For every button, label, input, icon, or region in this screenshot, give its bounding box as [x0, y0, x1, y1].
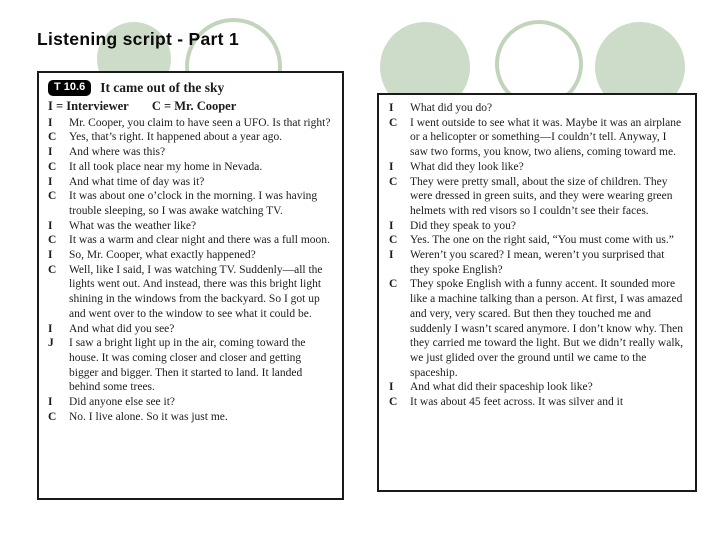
script-title: It came out of the sky — [100, 79, 225, 95]
speaker-label: C — [389, 116, 398, 129]
dialogue-line — [389, 277, 685, 380]
speaker-label: C — [48, 131, 57, 144]
dialogue-line — [48, 145, 333, 160]
dialogue-text: It all took place near my home in Nevada. — [69, 160, 263, 173]
speaker-label: C — [389, 234, 398, 247]
dialogue-line — [48, 248, 333, 263]
dialogue-text: And where was this? — [69, 146, 166, 159]
speaker-label: C — [389, 278, 398, 291]
dialogue-line — [389, 395, 685, 410]
dialogue-text: No. I live alone. So it was just me. — [69, 410, 228, 423]
dialogue-line — [389, 175, 685, 219]
dialogue-line — [48, 130, 333, 145]
speaker-label: I — [389, 219, 394, 232]
speaker-label: C — [48, 234, 57, 247]
dialogue-line — [48, 395, 333, 410]
dialogue-text: What did you do? — [410, 102, 493, 114]
dialogue-text: They spoke English with a funny accent. It sounded more like a machine talking than a person. At first, I was amazed and very, very scared. But then they touched me and suddenly I wasn’t scared anymore. I don’t know why. Then they carried me toward the light. But we didn’t really walk, we just glided over the ground until we came to the spaceship. — [410, 278, 684, 379]
speaker-label: C — [48, 190, 57, 203]
script-heading-row — [48, 80, 333, 96]
script-box-left — [37, 71, 344, 500]
dialogue-line — [48, 116, 333, 131]
dialogue-line — [48, 160, 333, 175]
dialogue-line — [389, 233, 685, 248]
speaker-key — [48, 99, 333, 114]
dialogue-text: I went outside to see what it was. Maybe it was an airplane or a helicopter or something—I couldn’t tell. Anyway, I saw two forms, you know, two aliens, coming toward me. — [410, 116, 682, 159]
speaker-label: I — [48, 396, 53, 409]
speaker-label: I — [48, 175, 53, 188]
speaker-label: I — [48, 322, 53, 335]
dialogue-line — [389, 160, 685, 175]
dialogue-line — [389, 248, 685, 277]
dialogue-line — [48, 336, 333, 395]
dialogue-text: They were pretty small, about the size of children. They were dressed in green suits, and they were wearing green helmets with red visors so I couldn’t see their faces. — [410, 175, 673, 217]
speaker-label: C — [389, 175, 398, 188]
dialogue-line — [389, 380, 685, 395]
speaker-label: J — [48, 337, 54, 350]
speaker-label: I — [389, 160, 394, 173]
script-box-right — [377, 93, 697, 492]
speaker-key-cooper: C = Mr. Cooper — [151, 99, 237, 113]
speaker-label: C — [48, 160, 57, 173]
speaker-label: I — [48, 249, 53, 262]
dialogue-text: It was about 45 feet across. It was silver and it — [410, 396, 624, 409]
speaker-label: I — [48, 116, 53, 129]
speaker-label: C — [48, 410, 57, 423]
dialogue-text: Well, like I said, I was watching TV. Suddenly—all the lights went out. And instead, there was this bright light shining in the windows from the backyard. So I got up and went over to the window to see what it could be. — [69, 263, 323, 320]
dialogue-line — [389, 101, 685, 116]
speaker-label: C — [389, 396, 398, 409]
dialogue-text: And what time of day was it? — [69, 175, 205, 188]
speaker-label: I — [389, 249, 394, 262]
dialogue-text: It was about one o’clock in the morning. I was having trouble sleeping, so I was awake watching TV. — [69, 190, 318, 217]
dialogue-line — [48, 219, 333, 234]
speaker-label: I — [48, 146, 53, 159]
dialogue-text: Yes. The one on the right said, “You must come with us.” — [410, 234, 674, 247]
dialogue-left-column — [48, 116, 333, 425]
dialogue-line — [48, 263, 333, 322]
dialogue-text: Weren’t you scared? I mean, weren’t you surprised that they spoke English? — [410, 249, 665, 276]
dialogue-text: Yes, that’s right. It happened about a year ago. — [69, 131, 283, 144]
dialogue-text: What did they look like? — [410, 160, 524, 173]
dialogue-line — [48, 175, 333, 190]
speaker-label: I — [48, 219, 53, 232]
dialogue-text: I saw a bright light up in the air, coming toward the house. It was coming closer and closer and getting bigger and bigger. Then it started to land. It landed behind some trees. — [69, 337, 306, 394]
dialogue-line — [48, 322, 333, 337]
dialogue-text: And what did their spaceship look like? — [410, 381, 593, 394]
speaker-label: C — [48, 263, 57, 276]
page-title: Listening script - Part 1 — [37, 29, 239, 49]
speaker-label: I — [389, 102, 394, 114]
track-badge: T 10.6 — [48, 80, 91, 96]
dialogue-text: Did they speak to you? — [410, 219, 517, 232]
dialogue-line — [48, 410, 333, 425]
speaker-key-interviewer: I = Interviewer — [48, 99, 129, 113]
dialogue-line — [48, 233, 333, 248]
dialogue-text: So, Mr. Cooper, what exactly happened? — [69, 249, 256, 262]
dialogue-text: Did anyone else see it? — [69, 396, 176, 409]
dialogue-line — [389, 219, 685, 234]
dialogue-text: It was a warm and clear night and there was a full moon. — [69, 234, 330, 247]
dialogue-text: What was the weather like? — [69, 219, 197, 232]
dialogue-line — [48, 189, 333, 218]
speaker-label: I — [389, 381, 394, 394]
dialogue-right-column — [389, 101, 685, 410]
dialogue-text: Mr. Cooper, you claim to have seen a UFO. Is that right? — [69, 116, 331, 129]
dialogue-line — [389, 116, 685, 160]
dialogue-text: And what did you see? — [69, 322, 175, 335]
